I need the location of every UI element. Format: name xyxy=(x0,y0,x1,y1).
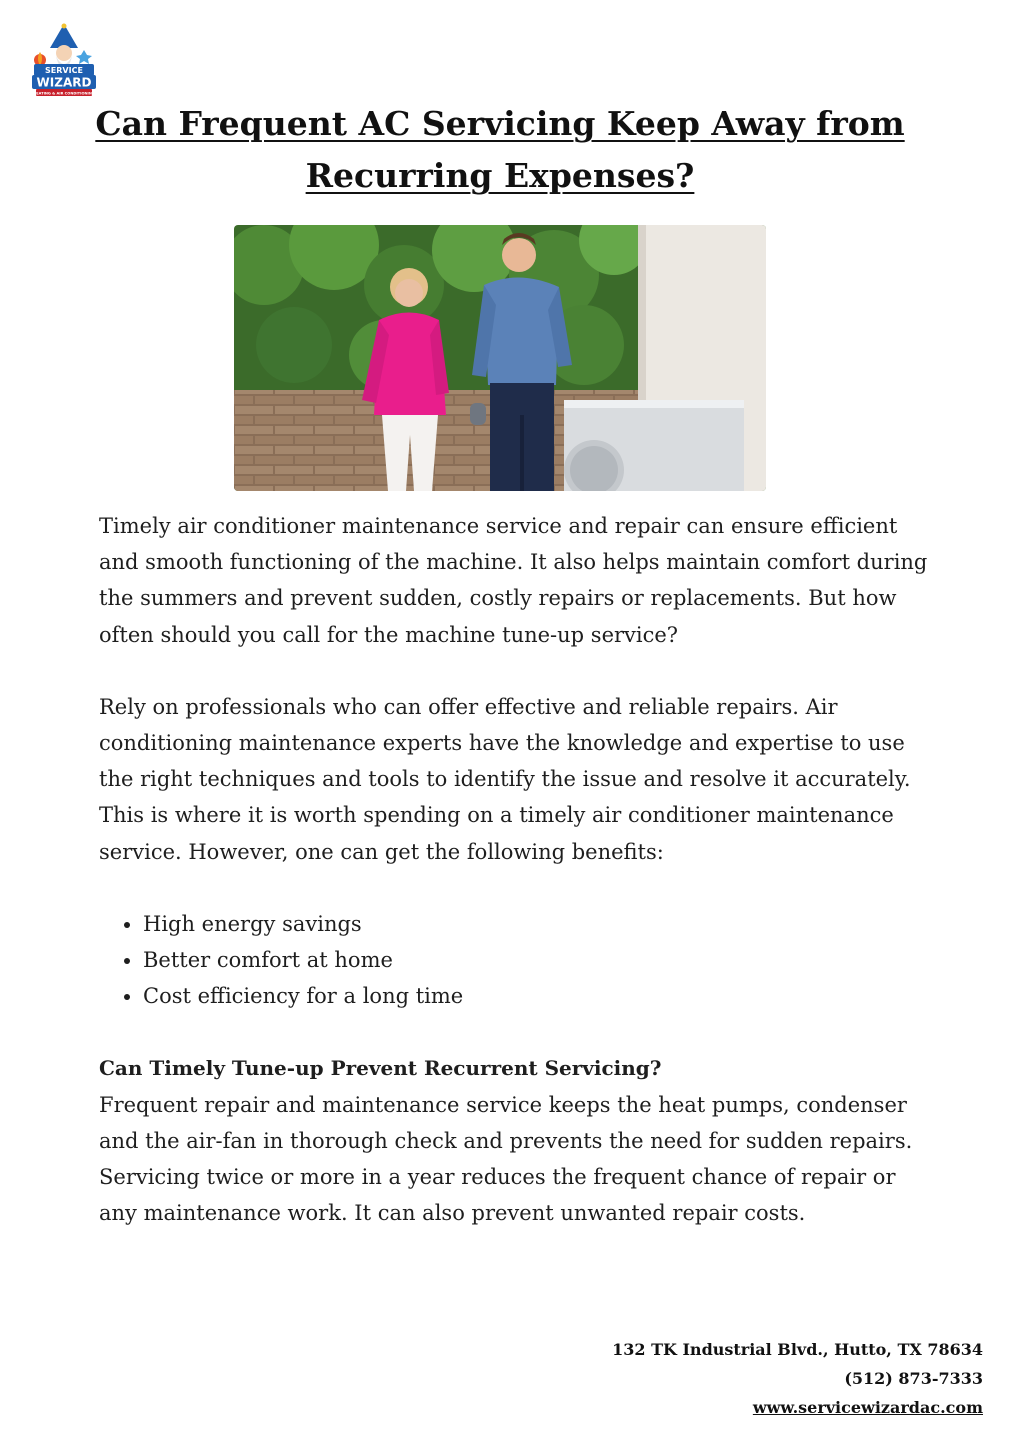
hero-image xyxy=(234,225,766,491)
website-link[interactable]: www.servicewizardac.com xyxy=(752,1398,983,1417)
tune-up-paragraph: Frequent repair and maintenance service keeps the heat pumps, condenser and the air-fan in thorough check and prevents the need for sudden repairs. Servicing twice or more in a year reduces the frequent chance of repair or any maintenance work. It can also prevent unwanted repair costs. xyxy=(99,1092,913,1226)
list-item: • Cost efficiency for a long time xyxy=(143,978,929,1014)
svg-text:SERVICE: SERVICE xyxy=(45,66,83,75)
svg-text:WIZARD: WIZARD xyxy=(36,75,92,90)
professionals-paragraph: Rely on professionals who can offer effective and reliable repairs. Air conditioning maintenance experts have the knowledge and expertise to use the right techniques and tools to identify the issue and resolve it accurately. This is where it is worth spending on a timely air conditioner maintenance service. However, one can get the following benefits: xyxy=(99,694,911,864)
page-title: Can Frequent AC Servicing Keep Away from Recurring Expenses? xyxy=(95,104,905,195)
article-body xyxy=(99,508,929,1231)
list-item: • Better comfort at home xyxy=(143,942,929,978)
wizard-logo-icon xyxy=(30,20,98,98)
benefits-list xyxy=(99,906,929,1015)
technician-photo-icon xyxy=(234,225,766,491)
service-wizard-logo xyxy=(30,20,98,98)
section-heading: Can Timely Tune-up Prevent Recurrent Servicing? xyxy=(99,1056,662,1081)
svg-text:HEATING & AIR CONDITIONING: HEATING & AIR CONDITIONING xyxy=(33,91,95,96)
phone-text: (512) 873-7333 xyxy=(844,1369,983,1388)
address-text: 132 TK Industrial Blvd., Hutto, TX 78634 xyxy=(612,1340,983,1359)
list-item: • High energy savings xyxy=(143,906,929,942)
intro-paragraph: Timely air conditioner maintenance service and repair can ensure efficient and smooth functioning of the machine. It also helps maintain comfort during the summers and prevent sudden, costly repairs or replacements. But how often should you call for the machine tune-up service? xyxy=(99,514,928,647)
contact-footer xyxy=(612,1335,983,1422)
